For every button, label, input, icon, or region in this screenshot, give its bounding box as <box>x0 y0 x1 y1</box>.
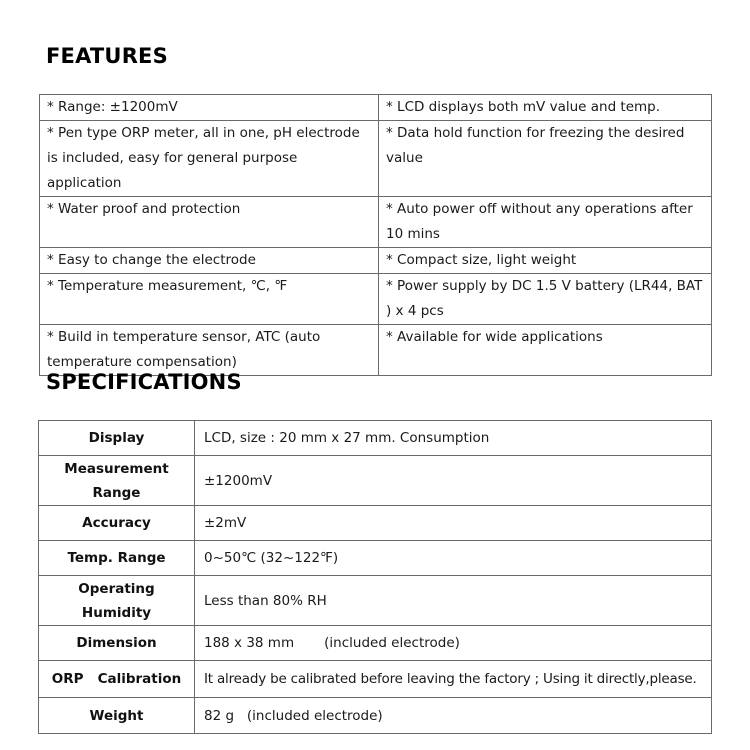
spec-value-measurement-range: ±1200mV <box>195 456 712 506</box>
spec-row <box>39 541 712 576</box>
spec-row <box>39 698 712 734</box>
spec-label-measurement-range: Measurement Range <box>39 456 195 506</box>
spec-label-accuracy: Accuracy <box>39 506 195 541</box>
features-row <box>40 325 712 376</box>
spec-value-dimension: 188 x 38 mm (included electrode) <box>195 626 712 661</box>
features-heading: FEATURES <box>46 44 168 68</box>
feature-wide-applications: * Available for wide applications <box>379 325 712 376</box>
feature-water-proof: * Water proof and protection <box>40 197 379 248</box>
spec-label-weight: Weight <box>39 698 195 734</box>
spec-value-temp-range: 0~50℃ (32~122℉) <box>195 541 712 576</box>
specifications-heading: SPECIFICATIONS <box>46 370 242 394</box>
specifications-table <box>38 420 712 734</box>
spec-row <box>39 661 712 698</box>
spec-row <box>39 506 712 541</box>
feature-power-supply: * Power supply by DC 1.5 V battery (LR44, BAT ) x 4 pcs <box>379 274 712 325</box>
spec-label-temp-range: Temp. Range <box>39 541 195 576</box>
feature-compact-size: * Compact size, light weight <box>379 248 712 274</box>
feature-temperature-sensor: * Build in temperature sensor, ATC (auto temperature compensation) <box>40 325 379 376</box>
features-row <box>40 274 712 325</box>
feature-range: * Range: ±1200mV <box>40 95 379 121</box>
features-row <box>40 95 712 121</box>
feature-electrode-change: * Easy to change the electrode <box>40 248 379 274</box>
spec-value-operating-humidity: Less than 80% RH <box>195 576 712 626</box>
spec-value-orp-calibration: It already be calibrated before leaving the factory ; Using it directly,please. <box>195 661 712 698</box>
features-table <box>39 94 712 376</box>
feature-auto-power-off: * Auto power off without any operations after 10 mins <box>379 197 712 248</box>
spec-value-accuracy: ±2mV <box>195 506 712 541</box>
spec-row <box>39 576 712 626</box>
feature-data-hold: * Data hold function for freezing the desired value <box>379 121 712 197</box>
features-row <box>40 121 712 197</box>
spec-label-display: Display <box>39 421 195 456</box>
spec-row <box>39 456 712 506</box>
spec-label-operating-humidity: Operating Humidity <box>39 576 195 626</box>
feature-lcd-display: * LCD displays both mV value and temp. <box>379 95 712 121</box>
spec-label-dimension: Dimension <box>39 626 195 661</box>
feature-pen-type: * Pen type ORP meter, all in one, pH electrode is included, easy for general purpose application <box>40 121 379 197</box>
spec-label-orp-calibration: ORP Calibration <box>39 661 195 698</box>
spec-row <box>39 421 712 456</box>
spec-value-display: LCD, size : 20 mm x 27 mm. Consumption <box>195 421 712 456</box>
features-row <box>40 197 712 248</box>
features-row <box>40 248 712 274</box>
feature-temperature-measurement: * Temperature measurement, ℃, ℉ <box>40 274 379 325</box>
spec-value-weight: 82 g (included electrode) <box>195 698 712 734</box>
spec-row <box>39 626 712 661</box>
